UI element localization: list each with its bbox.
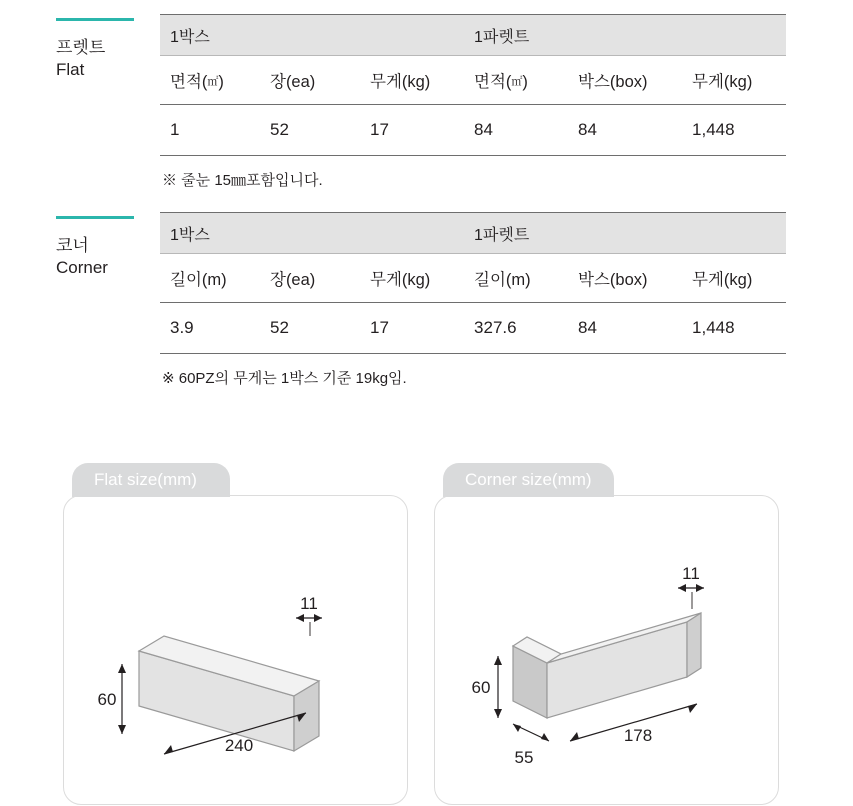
arrow-head <box>314 614 322 622</box>
col-header-1: 장(ea) <box>260 254 360 303</box>
col-header-0: 길이(m) <box>160 254 260 303</box>
group-header-box: 1박스 <box>160 213 464 254</box>
spec-note-flat: ※ 줄눈 15㎜포함입니다. <box>162 172 323 189</box>
arrow-head <box>118 664 126 673</box>
table-row <box>160 303 786 354</box>
arrow-head <box>696 584 704 592</box>
arrow-head <box>494 709 502 718</box>
arrow-head <box>164 745 173 754</box>
card-title-flat <box>72 463 230 497</box>
table-group-row <box>160 15 786 56</box>
col-header-5: 무게(kg) <box>682 254 786 303</box>
brick-front-face <box>547 622 687 718</box>
arrow-head <box>494 656 502 665</box>
arrow-head <box>541 733 549 741</box>
cell-value-2: 17 <box>360 105 464 156</box>
spec-block-corner <box>56 212 786 388</box>
size-card-corner <box>434 470 779 805</box>
dim-label-thickness: 11 <box>682 564 700 583</box>
col-header-2: 무게(kg) <box>360 254 464 303</box>
spec-label-en: Corner <box>56 258 108 277</box>
arrow-head <box>688 704 697 713</box>
spec-table-wrap-flat <box>160 14 786 190</box>
spec-table-corner <box>160 212 786 354</box>
cell-value-0: 1 <box>160 105 260 156</box>
arrow-head <box>570 732 579 741</box>
dim-label-length: 178 <box>623 726 653 745</box>
arrow-head <box>296 614 304 622</box>
col-header-3: 면적(㎡) <box>464 56 568 105</box>
cell-value-5: 1,448 <box>682 303 786 354</box>
cell-value-5: 1,448 <box>682 105 786 156</box>
dim-label-height: 60 <box>97 690 117 709</box>
cell-value-1: 52 <box>260 303 360 354</box>
card-title-text: Flat size(mm) <box>94 470 197 489</box>
cell-value-4: 84 <box>568 303 682 354</box>
spec-table-flat <box>160 14 786 156</box>
table-row <box>160 105 786 156</box>
col-header-4: 박스(box) <box>568 56 682 105</box>
cell-value-1: 52 <box>260 105 360 156</box>
arrow-head <box>118 725 126 734</box>
cell-value-3: 327.6 <box>464 303 568 354</box>
col-header-0: 면적(㎡) <box>160 56 260 105</box>
group-header-box: 1박스 <box>160 15 464 56</box>
spec-block-flat <box>56 14 786 190</box>
arrow-head <box>678 584 686 592</box>
table-head-row <box>160 56 786 105</box>
col-header-5: 무게(kg) <box>682 56 786 105</box>
col-header-3: 길이(m) <box>464 254 568 303</box>
group-header-pallet: 1파렛트 <box>464 15 786 56</box>
col-header-1: 장(ea) <box>260 56 360 105</box>
dim-label-height: 60 <box>471 678 491 697</box>
brick-right-face <box>687 613 701 677</box>
group-header-pallet: 1파렛트 <box>464 213 786 254</box>
table-head-row <box>160 254 786 303</box>
flat-brick-diagram <box>64 496 409 806</box>
cell-value-3: 84 <box>464 105 568 156</box>
card-title-corner <box>443 463 614 497</box>
spec-note-corner: ※ 60PZ의 무게는 1박스 기준 19kg임. <box>162 370 407 387</box>
spec-label-en: Flat <box>56 60 85 79</box>
accent-rule <box>56 216 134 219</box>
col-header-4: 박스(box) <box>568 254 682 303</box>
cell-value-4: 84 <box>568 105 682 156</box>
size-card-flat <box>63 470 408 805</box>
arrow-head <box>513 724 521 732</box>
dim-label-length: 240 <box>224 736 254 755</box>
spec-label-flat <box>56 14 160 81</box>
spec-label-ko: 코너 <box>56 236 89 255</box>
card-title-text: Corner size(mm) <box>465 470 592 489</box>
cell-value-2: 17 <box>360 303 464 354</box>
corner-brick-diagram <box>435 496 780 806</box>
spec-label-ko: 프렛트 <box>56 38 106 57</box>
cell-value-0: 3.9 <box>160 303 260 354</box>
accent-rule <box>56 18 134 21</box>
spec-table-wrap-corner <box>160 212 786 388</box>
spec-label-corner <box>56 212 160 279</box>
dim-label-thickness: 11 <box>300 594 318 613</box>
dim-label-short: 55 <box>514 748 534 767</box>
table-group-row <box>160 213 786 254</box>
col-header-2: 무게(kg) <box>360 56 464 105</box>
